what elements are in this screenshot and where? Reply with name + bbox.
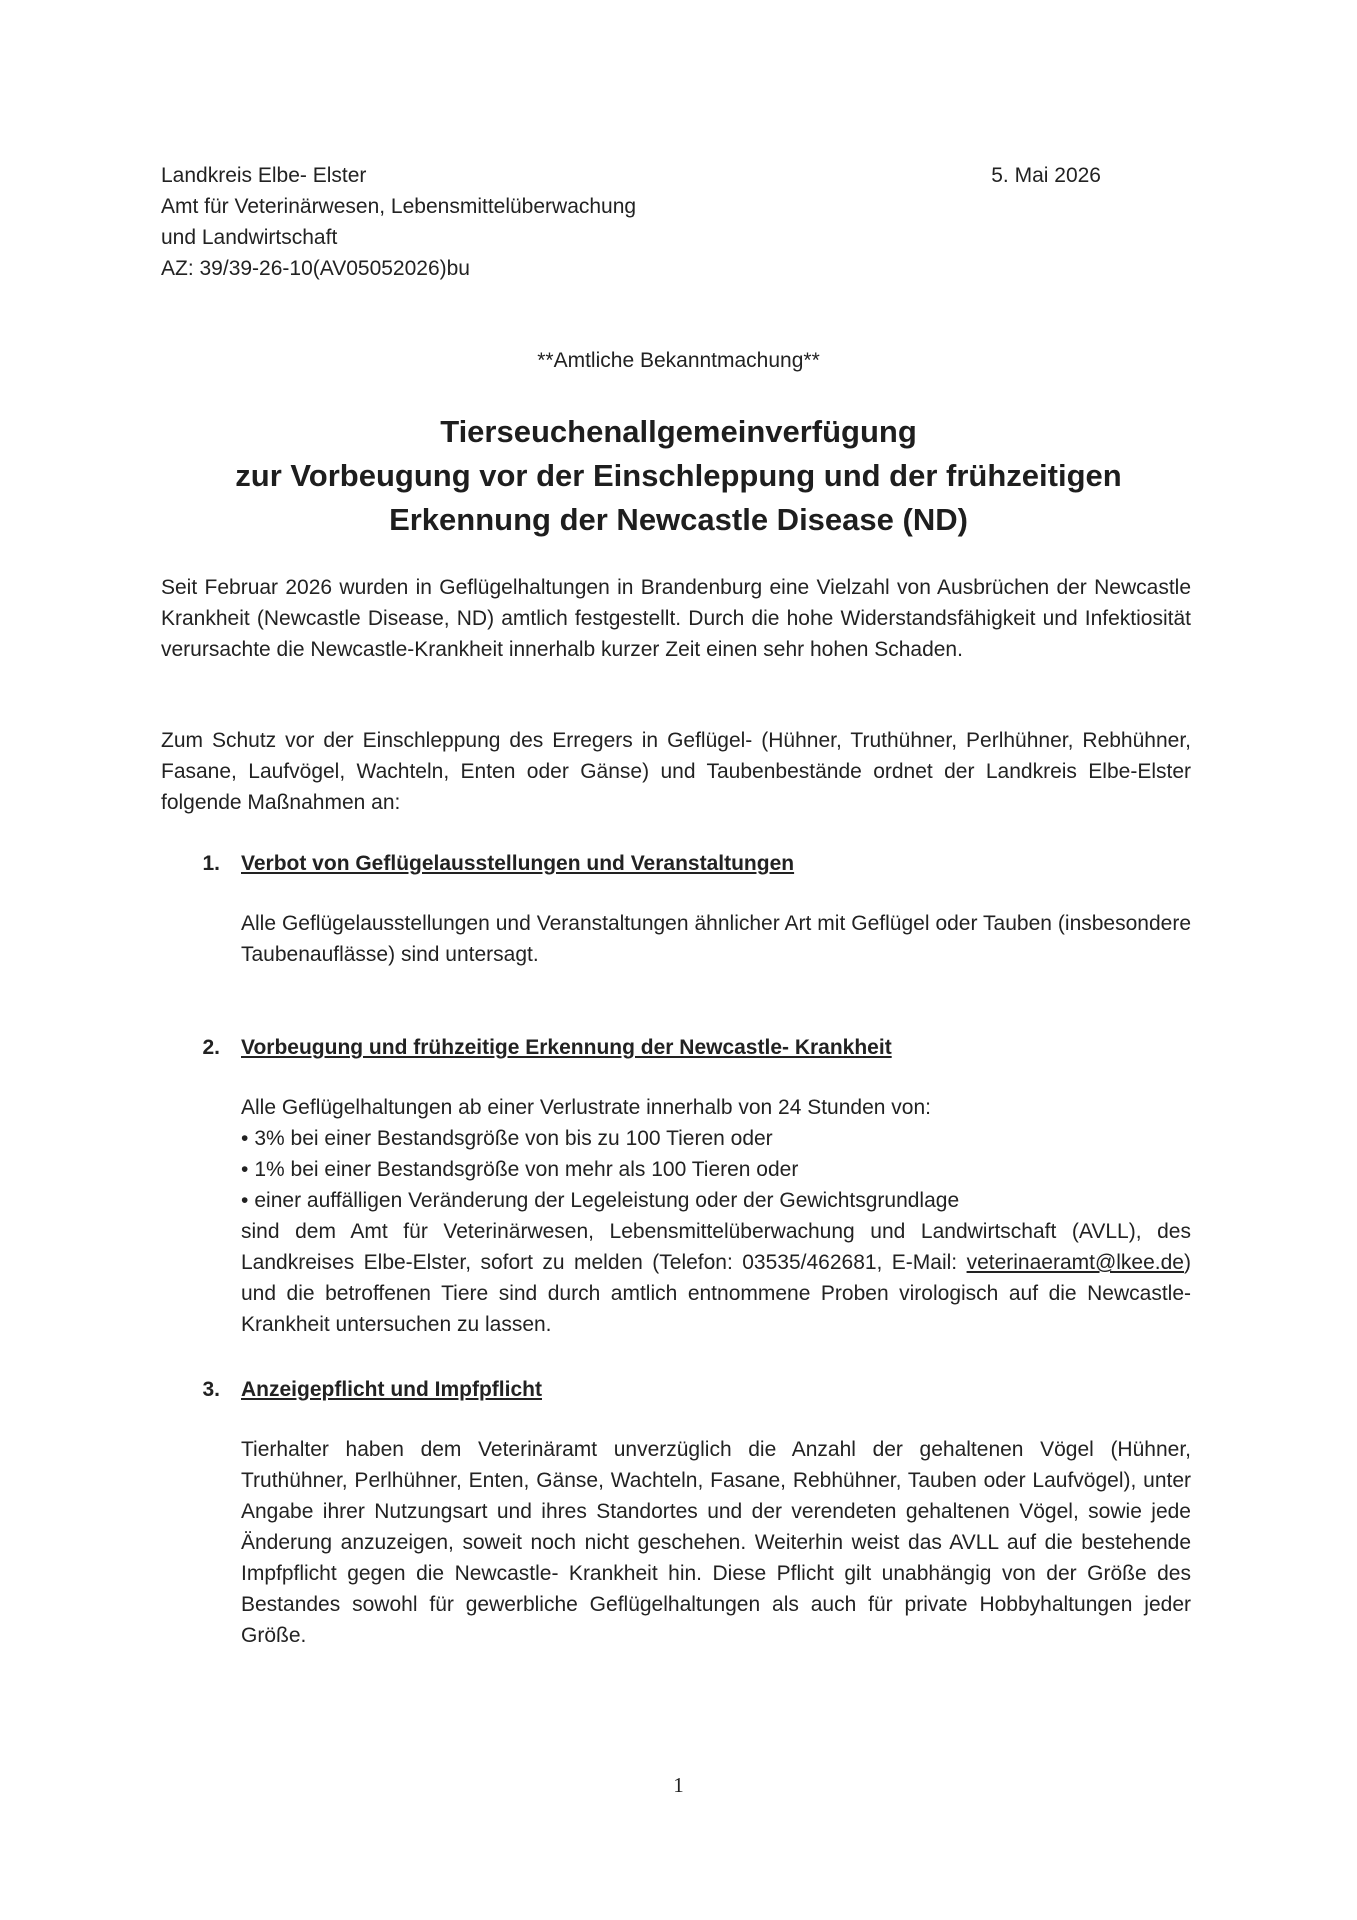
intro-paragraph-2: Zum Schutz vor der Einschleppung des Erregers in Geflügel- (Hühner, Truthühner, Perlhühner, Rebhühner, Fasane, Laufvögel, Wachteln, Enten oder Gänse) und Taubenbestände ordnet der Landkreis Elbe-Elster folgende Maßnahmen an: [161,729,1191,814]
document-date: 5. Mai 2026 [991,164,1101,187]
section-text: Alle Geflügelausstellungen und Veranstaltungen ähnlicher Art mit Geflügel oder Tauben (insbesondere Taubenauflässe) sind untersagt. [241,912,1191,966]
reporting-text-end: ) und die betroffenen Tiere sind durch amtlich entnommene Proben virologisch auf die Newcastle- Krankheit untersuchen zu lassen. [241,1251,1191,1336]
letterhead [161,160,1101,284]
sender-office: Amt für Veterinärwesen, Lebensmittelüberwachung [161,195,637,218]
section-number: 3. [202,1378,220,1401]
reporting-text: sind dem Amt für Veterinärwesen, Lebensmittelüberwachung und Landwirtschaft (AVLL), des Landkreises Elbe-Elster, sofort zu melden (Telefon: 03535/462681, E-Mail: [241,1220,1191,1274]
section-heading [161,848,1191,879]
section-title: Anzeigepflicht und Impfpflicht [241,1378,542,1401]
section-heading [161,1032,1191,1063]
email-link[interactable]: veterinaeramt@lkee.de [966,1251,1184,1274]
section-text: Tierhalter haben dem Veterinäramt unverzüglich die Anzahl der gehaltenen Vögel (Hühner, Truthühner, Perlhühner, Enten, Gänse, Wachteln, Fasane, Rebhühner, Tauben oder Laufvögel), unter Angabe ihrer Nutzungsart und ihres Standortes und der verendeten gehaltenen Vögel, sowie jede Änderung anzuzeigen, soweit noch nicht geschehen. Weiterhin weist das AVLL auf die bestehende Impfpflicht gegen die Newcastle- Krankheit hin. Diese Pflicht gilt unabhängig von der Größe des Bestandes sowohl für gewerbliche Geflügelhaltungen als auch für private Hobbyhaltungen jeder Größe. [241,1438,1191,1647]
section-number: 2. [202,1036,220,1059]
document-title [0,410,1357,542]
title-line-3: Erkennung der Newcastle Disease (ND) [389,502,968,537]
reporting-paragraph [241,1216,1191,1340]
section-3 [161,1374,1191,1651]
title-line-1: Tierseuchenallgemeinverfügung [440,414,917,449]
section-2 [161,1032,1191,1340]
bullet-item: • 3% bei einer Bestandsgröße von bis zu 100 Tieren oder [241,1123,1191,1154]
reference-number: AZ: 39/39-26-10(AV05052026)bu [161,257,470,280]
section-intro: Alle Geflügelhaltungen ab einer Verlustrate innerhalb von 24 Stunden von: [241,1096,931,1119]
section-1 [161,848,1191,970]
intro-paragraph-1: Seit Februar 2026 wurden in Geflügelhaltungen in Brandenburg eine Vielzahl von Ausbrüchen der Newcastle Krankheit (Newcastle Disease, ND) amtlich festgestellt. Durch die hohe Widerstandsfähigkeit und Infektiosität verursachte die Newcastle-Krankheit innerhalb kurzer Zeit einen sehr hohen Schaden. [161,576,1191,661]
section-body [241,1092,1191,1340]
section-title: Vorbeugung und frühzeitige Erkennung der Newcastle- Krankheit [241,1036,892,1059]
sender-district: Landkreis Elbe- Elster [161,164,367,187]
section-heading [161,1374,1191,1405]
sender-block [161,160,1101,284]
page-number: 1 [673,1773,684,1797]
sender-office-cont: und Landwirtschaft [161,226,338,249]
section-title: Verbot von Geflügelausstellungen und Veranstaltungen [241,852,795,875]
notice-label: **Amtliche Bekanntmachung** [537,349,820,372]
section-number: 1. [202,852,220,875]
bullet-item: • 1% bei einer Bestandsgröße von mehr als 100 Tieren oder [241,1154,1191,1185]
title-line-2: zur Vorbeugung vor der Einschleppung und der frühzeitigen [235,458,1122,493]
bullet-item: • einer auffälligen Veränderung der Legeleistung oder der Gewichtsgrundlage [241,1185,1191,1216]
